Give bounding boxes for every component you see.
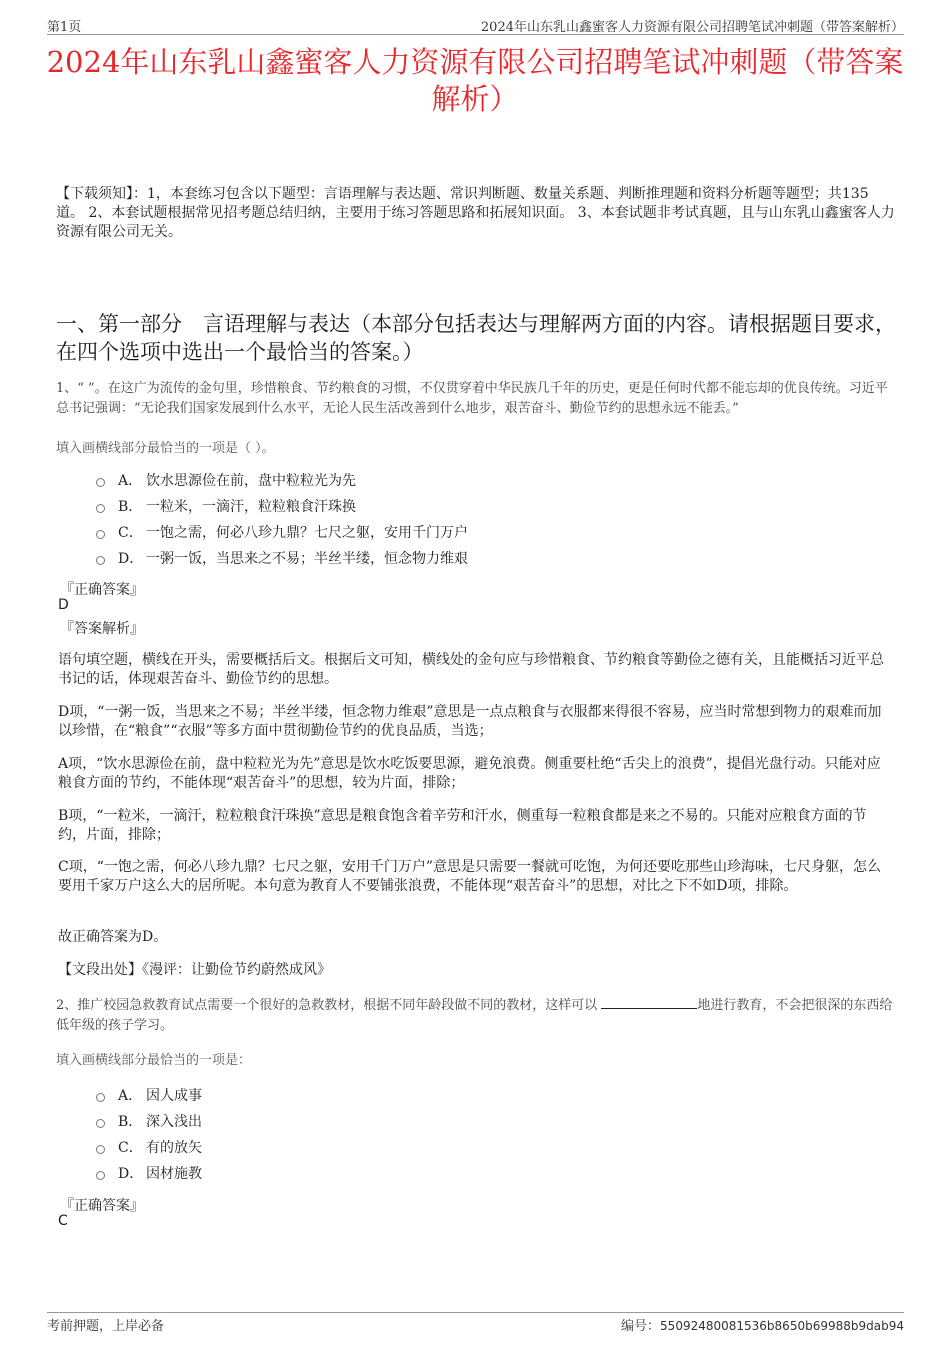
download-notice: 【下载须知】：1，本套练习包含以下题型：言语理解与表达题、常识判断题、数量关系题、判断推理题和资料分析题等题型；共135道。 2、本套试题根据常见招考题总结归纳，主要用于练习答题思路和拓展知识面。 3、本套试题非考试真题，且与山东乳山鑫蜜客人力资源有限公司无关。 bbox=[56, 186, 895, 240]
question-2-options bbox=[96, 1083, 202, 1187]
question-1-hint: 填入画横线部分最恰当的一项是（ ）。 bbox=[56, 441, 275, 456]
question-1-analysis-para: B项，“一粒米，一滴汗，粒粒粮食汗珠换”意思是粮食饱含着辛劳和汗水，侧重每一粒粮食都是来之不易的。只能对应粮食方面的节约，片面，排除； bbox=[58, 808, 867, 843]
radio-icon[interactable] bbox=[96, 556, 105, 565]
radio-icon[interactable] bbox=[96, 1171, 105, 1180]
page-header bbox=[47, 14, 904, 35]
question-2-option-a[interactable]: A． 因人成事 bbox=[96, 1083, 202, 1109]
question-1-source: 【文段出处】《漫评：让勤俭节约蔚然成风》 bbox=[58, 962, 331, 978]
section-title: 一、第一部分 言语理解与表达（本部分包括表达与理解两方面的内容。请根据题目要求，在四个选项中选出一个最恰当的答案。） bbox=[56, 312, 896, 364]
question-2-answer: C bbox=[58, 1213, 68, 1229]
question-1-options bbox=[96, 468, 468, 572]
radio-icon[interactable] bbox=[96, 478, 105, 487]
question-1-option-c[interactable]: C． 一饱之需，何必八珍九鼎？七尺之躯，安用千门万户 bbox=[96, 520, 468, 546]
question-1-analysis-label: 『答案解析』 bbox=[60, 621, 144, 637]
page-number: 第1页 bbox=[47, 20, 82, 35]
question-1-analysis-para: D项，“一粥一饭，当思来之不易；半丝半缕，恒念物力维艰”意思是一点点粮食与衣服都来得很不容易，应当时常想到物力的艰难而加以珍惜，在“粮食”“衣服”等多方面中贯彻勤俭节约的优良品质，当选； bbox=[58, 704, 882, 739]
radio-icon[interactable] bbox=[96, 1119, 105, 1128]
question-2-option-d[interactable]: D． 因材施教 bbox=[96, 1161, 202, 1187]
radio-icon[interactable] bbox=[96, 504, 105, 513]
footer-code: 编号：55092480081536b8650b69988b9dab94 bbox=[621, 1319, 904, 1334]
question-1-analysis-para: C项，“一饱之需，何必八珍九鼎？七尺之躯，安用千门万户”意思是只需要一餐就可吃饱，为何还要吃那些山珍海味，七尺身躯，怎么要用千家万户这么大的居所呢。本句意为教育人不要铺张浪费，不能体现“艰苦奋斗”的思想，对比之下不如D项，排除。 bbox=[58, 859, 882, 894]
radio-icon[interactable] bbox=[96, 1145, 105, 1154]
question-2-answer-label: 『正确答案』 bbox=[60, 1198, 144, 1214]
question-2-stem: 2、推广校园急救教育试点需要一个很好的急救教材，根据不同年龄段做不同的教材，这样可以 地进行教育，不会把很深的东西给低年级的孩子学习。 bbox=[56, 998, 893, 1033]
question-1-analysis-para: 语句填空题，横线在开头，需要概括后文。根据后文可知，横线处的金句应与珍惜粮食、节约粮食等勤俭之德有关，且能概括习近平总书记的话，体现艰苦奋斗、勤俭节约的思想。 bbox=[58, 652, 884, 687]
question-1-conclusion: 故正确答案为D。 bbox=[58, 929, 168, 945]
header-doc-title: 2024年山东乳山鑫蜜客人力资源有限公司招聘笔试冲刺题（带答案解析） bbox=[480, 20, 904, 35]
fill-blank bbox=[601, 996, 697, 1009]
question-2-option-c[interactable]: C． 有的放矢 bbox=[96, 1135, 202, 1161]
question-1-option-a[interactable]: A． 饮水思源俭在前，盘中粒粒光为先 bbox=[96, 468, 468, 494]
question-2-option-b[interactable]: B． 深入浅出 bbox=[96, 1109, 202, 1135]
question-1-stem: 1、“ ”。在这广为流传的金句里，珍惜粮食、节约粮食的习惯，不仅贯穿着中华民族几千年的历史，更是任何时代都不能忘却的优良传统。习近平总书记强调：“无论我们国家发展到什么水平，无论人民生活改善到什么地步，艰苦奋斗、勤俭节约的思想永远不能丢。” bbox=[56, 381, 888, 416]
question-1-option-d[interactable]: D． 一粥一饭，当思来之不易；半丝半缕，恒念物力维艰 bbox=[96, 546, 468, 572]
document-title: 2024年山东乳山鑫蜜客人力资源有限公司招聘笔试冲刺题（带答案解析） bbox=[46, 45, 904, 116]
question-1-analysis-para: A项，“饮水思源俭在前，盘中粒粒光为先”意思是饮水吃饭要思源，避免浪费。侧重要杜绝“舌尖上的浪费”，提倡光盘行动。只能对应粮食方面的节约，不能体现“艰苦奋斗”的思想，较为片面，排除； bbox=[58, 756, 881, 791]
question-2-hint: 填入画横线部分最恰当的一项是： bbox=[56, 1053, 252, 1068]
question-1-answer-label: 『正确答案』 bbox=[60, 582, 144, 598]
question-1-answer: D bbox=[58, 597, 69, 613]
radio-icon[interactable] bbox=[96, 530, 105, 539]
footer-slogan: 考前押题，上岸必备 bbox=[47, 1319, 165, 1334]
question-1-option-b[interactable]: B． 一粒米，一滴汗，粒粒粮食汗珠换 bbox=[96, 494, 468, 520]
radio-icon[interactable] bbox=[96, 1093, 105, 1102]
page-footer bbox=[47, 1312, 904, 1333]
